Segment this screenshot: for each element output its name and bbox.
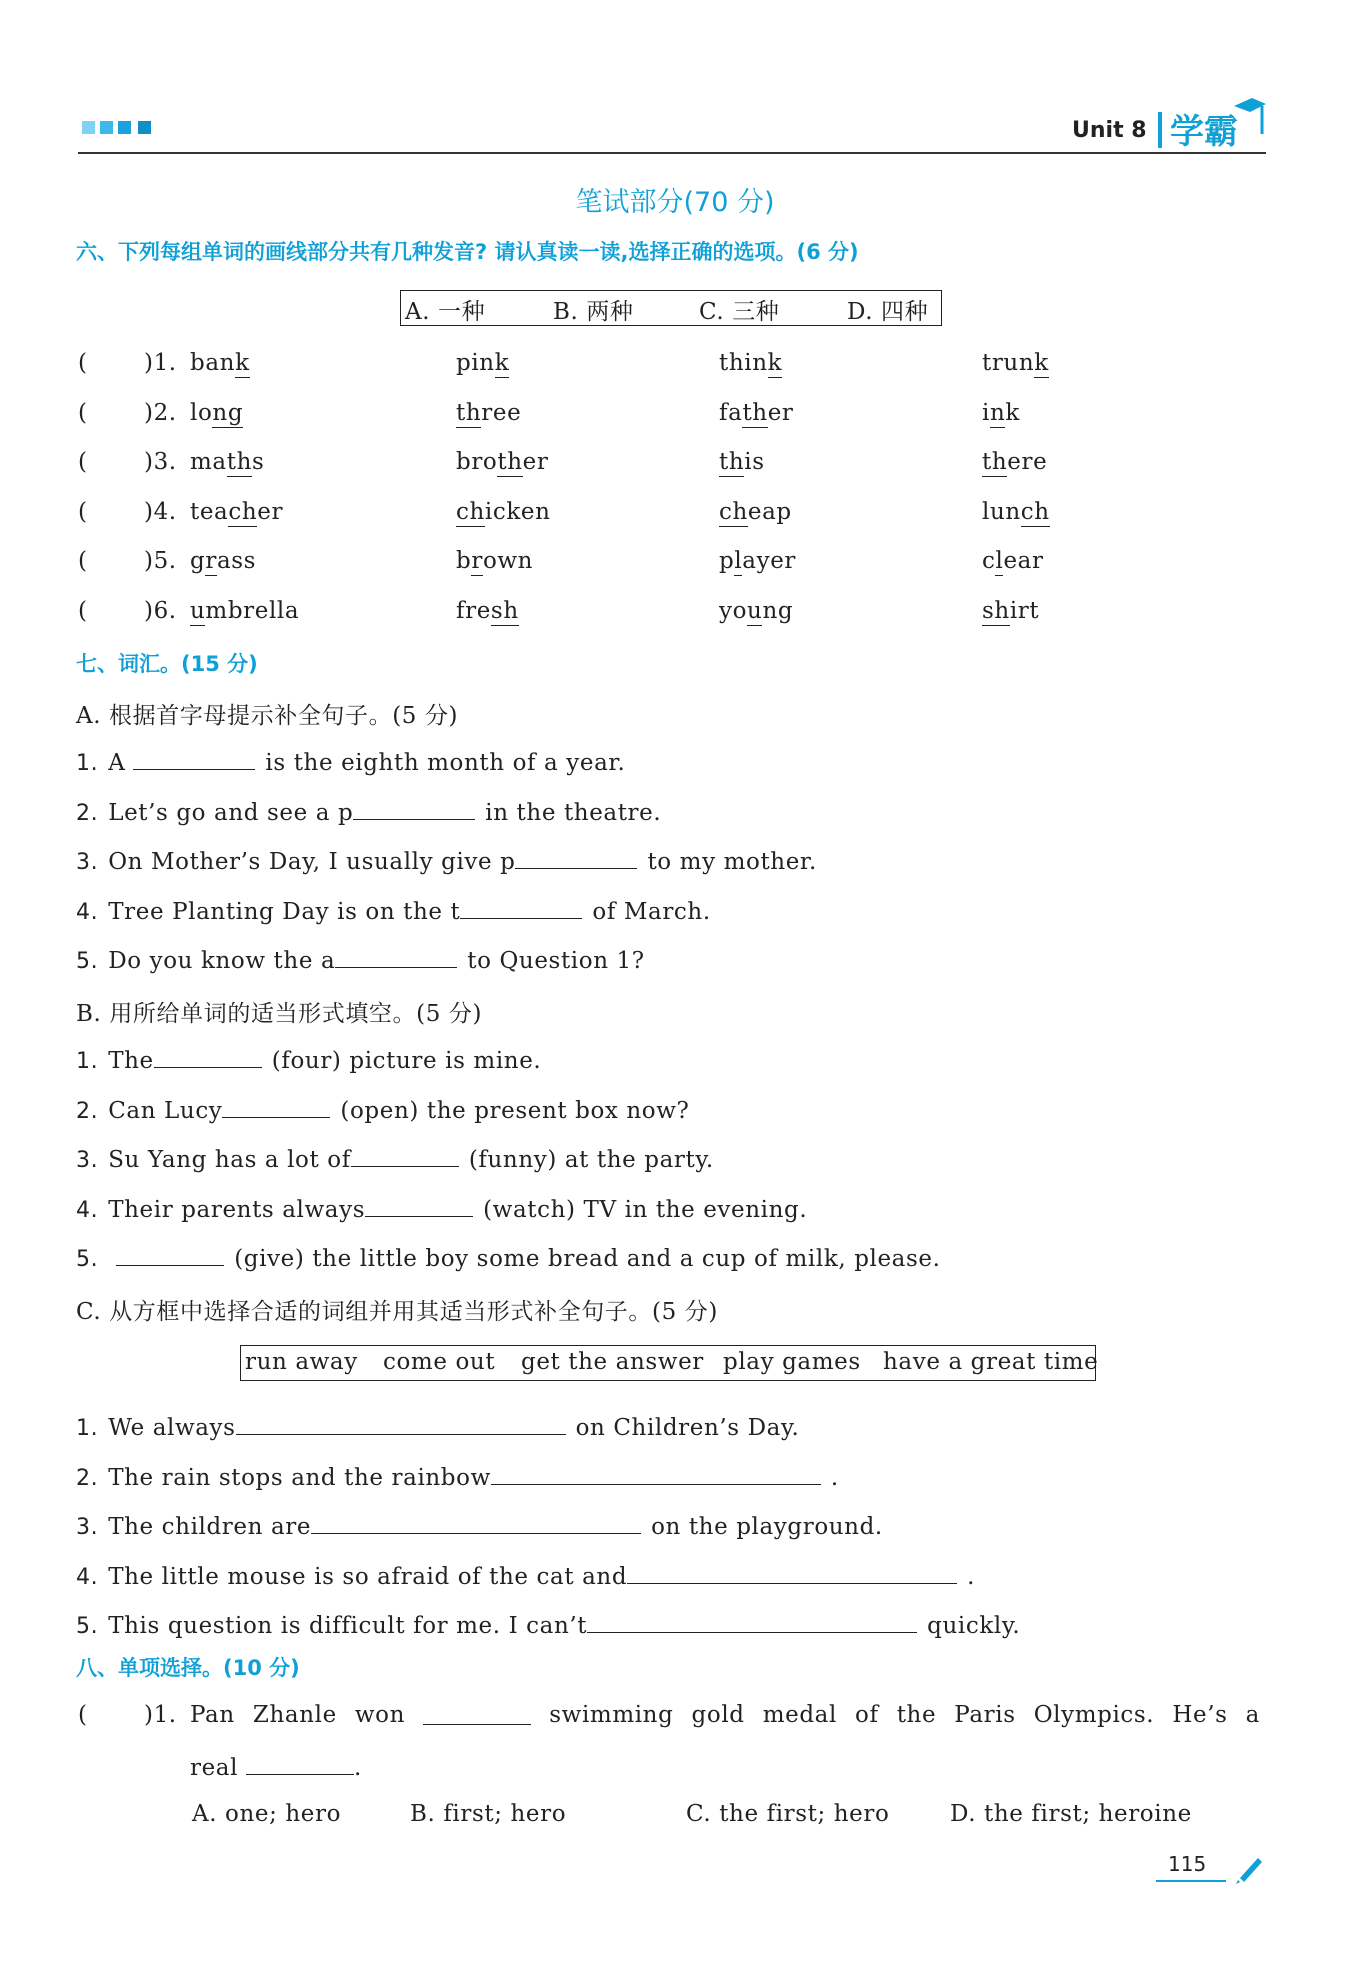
- option-b: B. 两种: [553, 299, 634, 325]
- partB-heading: B. 用所给单词的适当形式填空。(5 分): [76, 1001, 483, 1027]
- item-text: of March.: [592, 898, 711, 925]
- word-brother: brother: [456, 449, 549, 476]
- word-father: father: [719, 399, 794, 426]
- header-square: [100, 121, 113, 134]
- underlined-part: r: [471, 548, 483, 575]
- answer-blank[interactable]: [311, 1511, 641, 1534]
- item-text: We always: [108, 1415, 236, 1441]
- fill-in-item: [76, 945, 645, 974]
- word-long: long: [190, 399, 244, 426]
- answer-blank[interactable]: [353, 797, 475, 820]
- underlined-part: th: [719, 449, 745, 476]
- answer-blank[interactable]: [627, 1561, 957, 1584]
- item-text: in the theatre.: [485, 799, 662, 826]
- section6-heading: 六、下列每组单词的画线部分共有几种发音? 请认真读一读,选择正确的选项。(6 分): [76, 240, 859, 264]
- fill-in-item: [76, 1194, 807, 1223]
- underlined-part: ng: [212, 399, 244, 426]
- option-d: D. 四种: [847, 299, 929, 325]
- answer-blank[interactable]: [491, 1462, 821, 1485]
- fill-in-item: [76, 1561, 975, 1590]
- item-number: 4.: [76, 1197, 99, 1223]
- item-number: 4.: [76, 899, 99, 925]
- item-number: 3.: [76, 850, 99, 876]
- option-b: B. first; hero: [410, 1801, 567, 1827]
- item-number: 5.: [76, 1614, 99, 1640]
- underlined-part: l: [995, 548, 1004, 575]
- fill-in-item: [76, 1462, 839, 1491]
- underlined-part: th: [742, 399, 768, 426]
- underlined-part: th: [982, 449, 1008, 476]
- item-number: 2.: [76, 800, 99, 826]
- item-text: Su Yang has a lot of: [108, 1147, 351, 1174]
- question-text: .: [354, 1755, 362, 1781]
- page-title: 笔试部分(70 分): [575, 187, 775, 218]
- fill-in-item: [76, 1045, 541, 1074]
- answer-blank[interactable]: [365, 1194, 473, 1217]
- question-number: )1.: [144, 1702, 177, 1728]
- fill-in-item: [76, 846, 817, 875]
- question-word: a: [1245, 1702, 1260, 1728]
- question-line-2: [190, 1752, 362, 1781]
- underlined-part: k: [494, 350, 510, 376]
- question-number: )2.: [144, 399, 177, 426]
- word-lunch: lunch: [982, 498, 1050, 525]
- underlined-part: ch: [456, 498, 485, 525]
- item-text: The: [108, 1048, 154, 1074]
- item-text: (give) the little boy some bread and a cup of milk, please.: [234, 1246, 941, 1273]
- word-teacher: teacher: [190, 498, 284, 525]
- page-number-rule: [1156, 1880, 1226, 1882]
- answer-paren: (: [78, 399, 87, 426]
- underlined-part: th: [456, 399, 482, 426]
- pencil-icon: [1232, 1852, 1266, 1886]
- partA-heading: A. 根据首字母提示补全句子。(5 分): [76, 703, 459, 729]
- question-number: )3.: [144, 449, 177, 476]
- item-text: The children are: [108, 1514, 312, 1541]
- word-trunk: trunk: [982, 350, 1049, 376]
- item-number: 5.: [76, 1247, 99, 1273]
- word-ink: ink: [982, 399, 1020, 426]
- fill-in-item: [76, 1144, 714, 1173]
- item-text: Their parents always: [108, 1196, 366, 1223]
- word-umbrella: umbrella: [190, 598, 300, 624]
- partC-heading: C. 从方框中选择合适的词组并用其适当形式补全句子。(5 分): [76, 1299, 718, 1325]
- question-word: He’s: [1172, 1702, 1228, 1728]
- fill-in-item: [76, 1412, 799, 1441]
- word-this: this: [719, 449, 765, 476]
- item-number: 2.: [76, 1465, 99, 1491]
- item-text: (watch) TV in the evening.: [483, 1196, 808, 1223]
- underlined-part: ch: [719, 498, 748, 525]
- item-text: (open) the present box now?: [340, 1097, 690, 1124]
- answer-blank[interactable]: [236, 1412, 566, 1435]
- word-there: there: [982, 449, 1048, 476]
- question-word: Pan: [190, 1702, 235, 1728]
- item-number: 1.: [76, 1416, 99, 1441]
- question-word: Zhanle: [252, 1702, 337, 1728]
- page-number: 115: [1168, 1852, 1207, 1876]
- option-d: D. the first; heroine: [950, 1801, 1192, 1827]
- underlined-part: sh: [490, 598, 519, 624]
- answer-paren: (: [78, 598, 87, 624]
- word-pink: pink: [456, 350, 510, 376]
- question-word: Paris: [954, 1702, 1016, 1728]
- underlined-part: ch: [228, 498, 258, 525]
- item-text: On Mother’s Day, I usually give p: [108, 849, 516, 876]
- item-text: A: [108, 750, 126, 776]
- answer-blank[interactable]: [154, 1045, 262, 1068]
- option-a: A. 一种: [405, 299, 486, 325]
- word-maths: maths: [190, 449, 265, 476]
- header-divider: [1158, 112, 1162, 148]
- header-square: [82, 121, 95, 134]
- option-a: A. one; hero: [192, 1801, 342, 1827]
- item-number: 5.: [76, 949, 99, 975]
- answer-paren: (: [78, 449, 87, 476]
- underlined-part: sh: [982, 598, 1010, 624]
- item-text: .: [830, 1464, 839, 1491]
- answer-blank[interactable]: [133, 747, 255, 770]
- item-number: 3.: [76, 1148, 99, 1174]
- underlined-part: ch: [1020, 498, 1050, 525]
- header-logo: 学霸: [1170, 112, 1238, 152]
- item-text: Tree Planting Day is on the t: [108, 898, 461, 925]
- question-word: Olympics.: [1033, 1702, 1155, 1728]
- word-young: young: [719, 598, 794, 624]
- item-text: on Children’s Day.: [575, 1415, 800, 1441]
- underlined-part: l: [734, 548, 743, 575]
- word-cheap: cheap: [719, 498, 792, 525]
- item-number: 1.: [76, 1049, 99, 1074]
- underlined-part: r: [205, 548, 217, 575]
- question-number: )1.: [144, 350, 177, 376]
- item-text: Let’s go and see a p: [108, 799, 354, 826]
- item-text: .: [967, 1563, 976, 1590]
- answer-paren: (: [78, 1702, 87, 1728]
- fill-in-item: [76, 797, 661, 826]
- word-clear: clear: [982, 548, 1044, 575]
- word-fresh: fresh: [456, 598, 519, 624]
- underlined-part: u: [190, 598, 206, 624]
- section6-options-box: [400, 290, 942, 326]
- question-word: the: [896, 1702, 937, 1728]
- question-line-1: [190, 1702, 1260, 1728]
- answer-paren: (: [78, 548, 87, 575]
- item-number: 2.: [76, 1098, 99, 1124]
- fill-in-item: [76, 896, 711, 925]
- item-text: to Question 1?: [467, 948, 645, 975]
- header-rule: [78, 152, 1266, 154]
- fill-in-item: [76, 1243, 941, 1272]
- item-text: The little mouse is so afraid of the cat and: [108, 1563, 628, 1590]
- phrase-run-away: run away: [245, 1349, 358, 1375]
- phrase-come-out: come out: [383, 1349, 496, 1375]
- fill-in-item: [76, 1610, 1020, 1639]
- question-word: gold: [691, 1702, 745, 1728]
- word-grass: grass: [190, 548, 257, 575]
- fill-in-item: [76, 1511, 883, 1540]
- question-word: won: [354, 1702, 406, 1728]
- phrase-play-games: play games: [723, 1349, 861, 1375]
- underlined-part: n: [989, 399, 1006, 426]
- section8-heading: 八、单项选择。(10 分): [76, 1656, 300, 1680]
- question-number: )5.: [144, 548, 177, 575]
- fill-in-item: [76, 747, 625, 776]
- item-text: to my mother.: [647, 849, 817, 876]
- phrase-get-the-answer: get the answer: [521, 1349, 704, 1375]
- cap-icon: [1232, 94, 1268, 142]
- header-square: [138, 121, 151, 134]
- item-number: 4.: [76, 1564, 99, 1590]
- answer-blank[interactable]: [587, 1610, 917, 1633]
- fill-in-item: [76, 1095, 689, 1124]
- word-bank: bank: [190, 350, 250, 376]
- item-text: This question is difficult for me. I can’t: [108, 1613, 588, 1640]
- item-text: quickly.: [927, 1613, 1021, 1640]
- underlined-part: th: [497, 449, 523, 476]
- answer-blank[interactable]: [246, 1752, 354, 1775]
- underlined-part: u: [747, 598, 763, 624]
- item-number: 3.: [76, 1515, 99, 1541]
- answer-blank[interactable]: [116, 1243, 224, 1266]
- item-text: The rain stops and the rainbow: [108, 1464, 491, 1491]
- header-unit: Unit 8: [1072, 118, 1147, 143]
- item-text: Can Lucy: [108, 1097, 223, 1124]
- word-brown: brown: [456, 548, 534, 575]
- question-word: of: [855, 1702, 879, 1728]
- question-number: )4.: [144, 498, 177, 525]
- item-number: 1.: [76, 751, 99, 776]
- item-text: is the eighth month of a year.: [265, 750, 626, 776]
- phrase-have-a-great-time: have a great time: [883, 1349, 1099, 1375]
- header-square: [118, 121, 131, 134]
- answer-blank[interactable]: [423, 1702, 531, 1725]
- underlined-part: th: [226, 449, 252, 476]
- word-three: three: [456, 399, 522, 426]
- word-player: player: [719, 548, 797, 575]
- answer-blank[interactable]: [351, 1144, 459, 1167]
- item-text: Do you know the a: [108, 948, 336, 975]
- option-c: C. 三种: [699, 299, 780, 325]
- word-chicken: chicken: [456, 498, 551, 525]
- underlined-part: k: [235, 350, 250, 376]
- word-think: think: [719, 350, 783, 376]
- option-c: C. the first; hero: [686, 1801, 890, 1827]
- item-text: on the playground.: [651, 1514, 883, 1541]
- question-number: )6.: [144, 598, 177, 624]
- answer-blank[interactable]: [515, 846, 637, 869]
- answer-paren: (: [78, 498, 87, 525]
- question-word: medal: [762, 1702, 837, 1728]
- section7-heading: 七、词汇。(15 分): [76, 652, 258, 676]
- partC-word-box: [240, 1345, 1099, 1381]
- question-text: real: [190, 1755, 239, 1781]
- answer-blank[interactable]: [335, 945, 457, 968]
- underlined-part: k: [767, 350, 783, 376]
- answer-blank[interactable]: [460, 896, 582, 919]
- item-text: (funny) at the party.: [468, 1147, 714, 1174]
- item-text: (four) picture is mine.: [271, 1048, 542, 1074]
- answer-paren: (: [78, 350, 87, 376]
- answer-blank[interactable]: [222, 1095, 330, 1118]
- question-word: swimming: [549, 1702, 674, 1728]
- word-shirt: shirt: [982, 598, 1040, 624]
- underlined-part: k: [1034, 350, 1049, 376]
